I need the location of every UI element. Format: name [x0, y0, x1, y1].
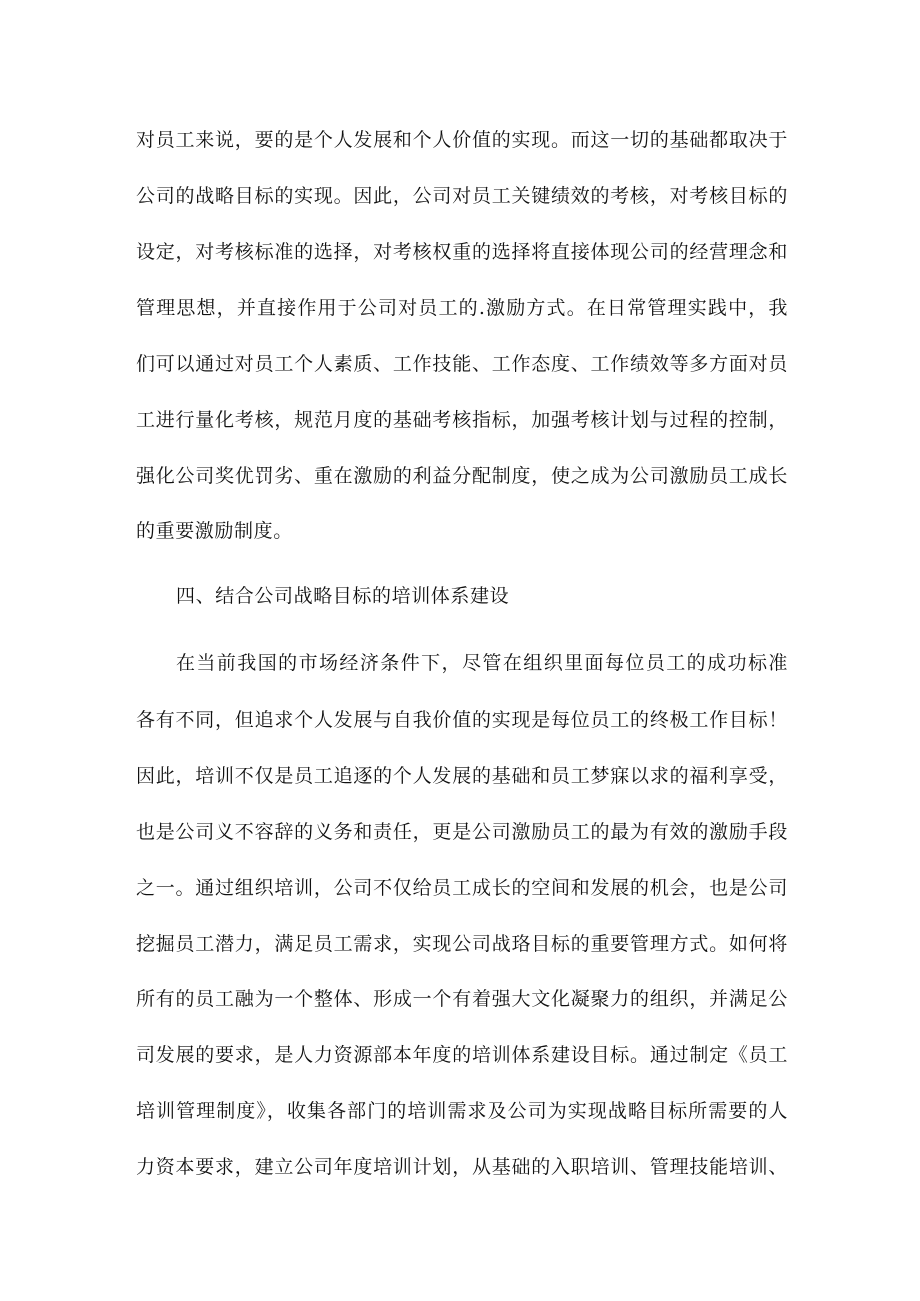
paragraph-2-line-3: 因此，培训不仅是员工追逐的个人发展的基础和员工梦寐以求的福利享受， [136, 765, 788, 787]
paragraph-2-line-9: 培训管理制度》，收集各部门的培训需求及公司为实现战略目标所需要的人 [136, 1100, 788, 1122]
paragraph-2-line-4: 也是公司义不容辞的义务和责任，更是公司激励员工的最为有效的激励手段 [136, 821, 788, 843]
paragraph-2-line-7: 所有的员工融为一个整体、形成一个有着强大文化凝聚力的组织，并满足公 [136, 988, 788, 1010]
paragraph-2-line-6: 挖掘员工潜力，满足员工需求，实现公司战珞目标的重要管理方式。如何将 [136, 933, 788, 955]
paragraph-1-line-1: 对员工来说，要的是个人发展和个人价值的实现。而这一切的基础都取决于 [136, 129, 788, 151]
paragraph-2-line-8: 司发展的要求，是人力资源部本年度的培训体系建设目标。通过制定《员工 [136, 1044, 788, 1066]
paragraph-2-line-2: 各有不同，但追求个人发展与自我价值的实现是每位员工的终极工作目标！ [136, 709, 788, 731]
paragraph-1-line-7: 强化公司奖优罚劣、重在激励的利益分配制度，使之成为公司激励员工成长 [136, 465, 788, 487]
paragraph-1-line-8: 的重要激励制度。 [136, 520, 293, 542]
paragraph-1-line-5: 们可以通过对员工个人素质、工作技能、工作态度、工作绩效等多方面对员 [136, 353, 788, 375]
paragraph-1-line-4: 管理思想，并直接作用于公司对员工的.激励方式。在日常管理实践中，我 [136, 297, 788, 319]
paragraph-2-line-5: 之一。通过组织培训，公司不仅给员工成长的空间和发展的机会，也是公司 [136, 877, 788, 899]
paragraph-1-line-6: 工进行量化考核，规范月度的基础考核指标，加强考核计划与过程的控制， [136, 409, 788, 431]
paragraph-1-line-2: 公司的战略目标的实现。因此，公司对员工关键绩效的考核，对考核目标的 [136, 185, 788, 207]
section-heading: 四、结合公司战略目标的培训体系建设 [176, 585, 510, 607]
paragraph-2-line-1: 在当前我国的市场经济条件下，尽管在组织里面每位员工的成功标准 [176, 652, 788, 674]
paragraph-1-line-3: 设定，对考核标准的选择，对考核权重的选择将直接体现公司的经营理念和 [136, 241, 788, 263]
paragraph-2-line-10: 力资本要求，建立公司年度培训计划，从基础的入职培训、管理技能培训、 [136, 1156, 788, 1178]
